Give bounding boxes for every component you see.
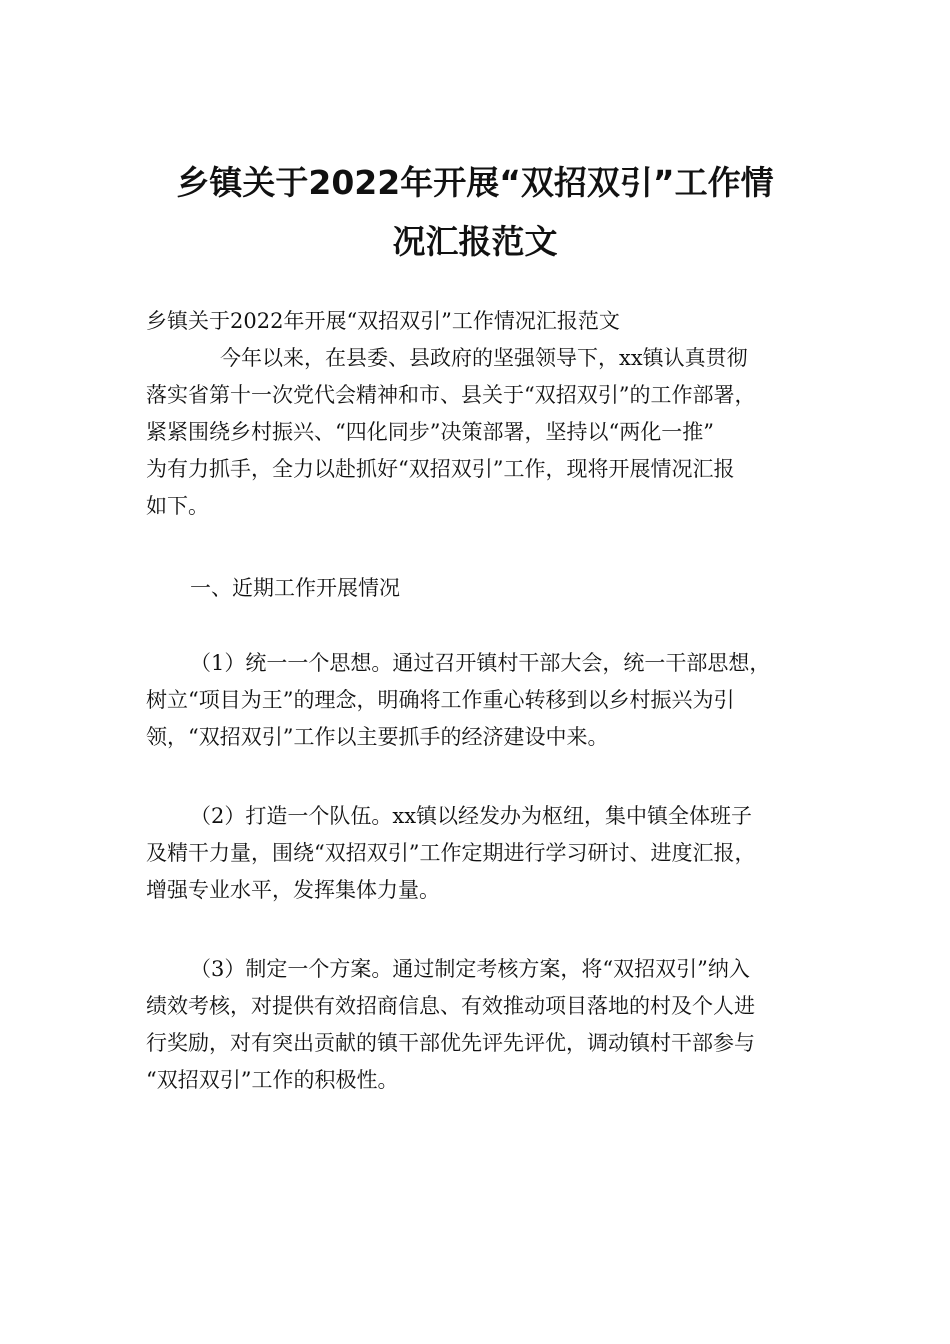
- section-heading: 一、近期工作开展情况: [190, 576, 400, 600]
- item-3-line: （3）制定一个方案。通过制定考核方案，将“双招双引”纳入: [190, 957, 750, 981]
- item-3-line: 行奖励，对有突出贡献的镇干部优先评先评优，调动镇村干部参与: [146, 1031, 755, 1055]
- document-subtitle: 乡镇关于2022年开展“双招双引”工作情况汇报范文: [146, 309, 620, 333]
- item-3-line: 绩效考核，对提供有效招商信息、有效推动项目落地的村及个人进: [146, 994, 755, 1018]
- item-1-line: 领，“双招双引”工作以主要抓手的经济建设中来。: [146, 725, 609, 749]
- intro-line: 落实省第十一次党代会精神和市、县关于“双招双引”的工作部署，: [146, 383, 756, 407]
- item-2-line: （2）打造一个队伍。xx镇以经发办为枢纽，集中镇全体班子: [190, 804, 753, 828]
- intro-line: 紧紧围绕乡村振兴、“四化同步”决策部署，坚持以“两化一推”: [146, 420, 714, 444]
- intro-line: 今年以来，在县委、县政府的坚强领导下，xx镇认真贯彻: [220, 346, 748, 370]
- intro-line: 如下。: [146, 494, 209, 518]
- intro-line: 为有力抓手，全力以赴抓好“双招双引”工作，现将开展情况汇报: [146, 457, 735, 481]
- item-1-line: 树立“项目为王”的理念，明确将工作重心转移到以乡村振兴为引: [146, 688, 735, 712]
- document-title-line-1: 乡镇关于2022年开展“双招双引”工作情: [176, 163, 774, 202]
- item-2-line: 增强专业水平，发挥集体力量。: [146, 878, 440, 902]
- item-1-line: （1）统一一个思想。通过召开镇村干部大会，统一干部思想，: [190, 651, 771, 675]
- item-2-line: 及精干力量，围绕“双招双引”工作定期进行学习研讨、进度汇报，: [146, 841, 756, 865]
- document-title-line-2: 况汇报范文: [392, 222, 558, 261]
- item-3-line: “双招双引”工作的积极性。: [146, 1068, 399, 1092]
